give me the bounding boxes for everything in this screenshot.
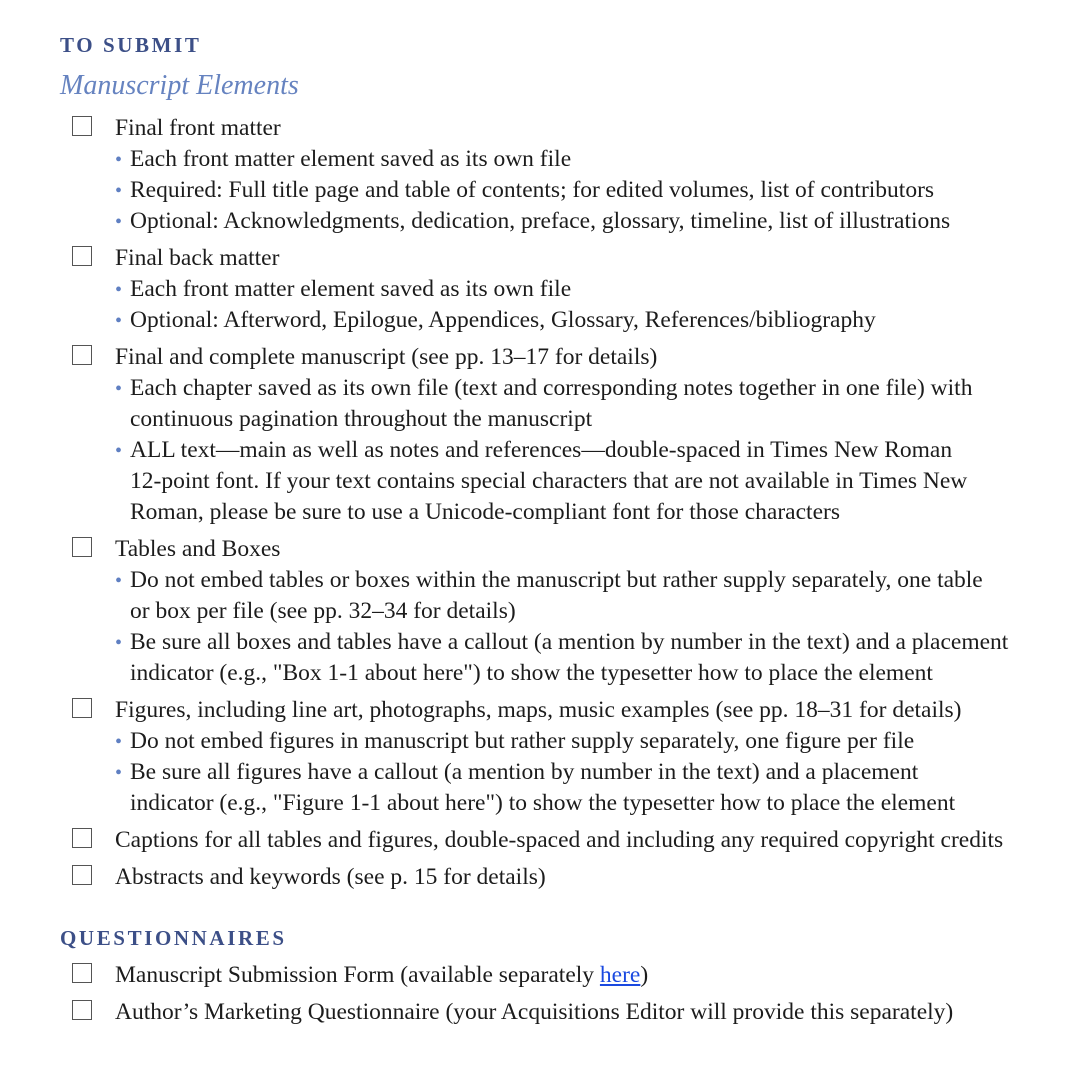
checkbox-figures[interactable] [72, 698, 92, 718]
item-label-captions: Captions for all tables and figures, double-spaced and including any required copyright credits [115, 827, 1004, 853]
checkbox-final-front-matter[interactable] [72, 116, 92, 136]
bullet-icon: • [115, 279, 123, 301]
bullet-icon: • [115, 762, 123, 784]
item-label-abstracts-keywords: Abstracts and keywords (see p. 15 for details) [115, 864, 546, 890]
section-heading-to-submit: TO SUBMIT [60, 33, 202, 57]
bullet-continuation: or box per file (see pp. 32–34 for details) [130, 598, 516, 624]
checkbox-abstracts-keywords[interactable] [72, 865, 92, 885]
checkbox-final-manuscript[interactable] [72, 345, 92, 365]
bullet-continuation: indicator (e.g., "Figure 1-1 about here") to show the typesetter how to place the element [130, 790, 956, 816]
bullet-item: • Do not embed figures in manuscript but rather supply separately, one figure per file [115, 726, 914, 758]
bullet-item: • ALL text—main as well as notes and references—double-spaced in Times New Roman [115, 435, 952, 467]
checkbox-marketing-questionnaire[interactable] [72, 1000, 92, 1020]
section-heading-questionnaires: QUESTIONNAIRES [60, 926, 287, 950]
item-label-manuscript-submission-form: Manuscript Submission Form (available separately here) [115, 962, 649, 988]
bullet-icon: • [115, 211, 123, 233]
item-label-final-back-matter: Final back matter [115, 245, 280, 271]
bullet-item: • Be sure all figures have a callout (a mention by number in the text) and a placement [115, 757, 918, 789]
checkbox-final-back-matter[interactable] [72, 246, 92, 266]
item-label-final-front-matter: Final front matter [115, 115, 281, 141]
bullet-continuation: continuous pagination throughout the manuscript [130, 406, 593, 432]
bullet-item: • Optional: Acknowledgments, dedication, preface, glossary, timeline, list of illustrations [115, 206, 950, 238]
bullet-item: • Each chapter saved as its own file (text and corresponding notes together in one file) with [115, 373, 972, 405]
item-label-marketing-questionnaire: Author’s Marketing Questionnaire (your Acquisitions Editor will provide this separately) [115, 999, 954, 1025]
bullet-item: • Each front matter element saved as its own file [115, 144, 571, 176]
checkbox-manuscript-submission-form[interactable] [72, 963, 92, 983]
bullet-item: • Required: Full title page and table of contents; for edited volumes, list of contributors [115, 175, 934, 207]
bullet-item: • Optional: Afterword, Epilogue, Appendices, Glossary, References/bibliography [115, 305, 876, 337]
checkbox-tables-and-boxes[interactable] [72, 537, 92, 557]
bullet-continuation: Roman, please be sure to use a Unicode-compliant font for those characters [130, 499, 840, 525]
bullet-continuation: indicator (e.g., "Box 1-1 about here") to show the typesetter how to place the element [130, 660, 933, 686]
subheading-manuscript-elements: Manuscript Elements [60, 70, 299, 101]
bullet-item: • Do not embed tables or boxes within the manuscript but rather supply separately, one table [115, 565, 983, 597]
bullet-item: • Each front matter element saved as its own file [115, 274, 571, 306]
bullet-icon: • [115, 310, 123, 332]
checkbox-captions[interactable] [72, 828, 92, 848]
bullet-icon: • [115, 632, 123, 654]
bullet-icon: • [115, 440, 123, 462]
bullet-icon: • [115, 180, 123, 202]
item-label-tables-and-boxes: Tables and Boxes [115, 536, 281, 562]
bullet-continuation: 12-point font. If your text contains special characters that are not available in Times New [130, 468, 968, 494]
bullet-icon: • [115, 731, 123, 753]
bullet-icon: • [115, 570, 123, 592]
here-link[interactable]: here [599, 962, 641, 988]
bullet-icon: • [115, 149, 123, 171]
bullet-item: • Be sure all boxes and tables have a callout (a mention by number in the text) and a placement [115, 627, 1008, 659]
item-label-final-manuscript: Final and complete manuscript (see pp. 13–17 for details) [115, 344, 658, 370]
item-label-figures: Figures, including line art, photographs, maps, music examples (see pp. 18–31 for details) [115, 697, 962, 723]
bullet-icon: • [115, 378, 123, 400]
